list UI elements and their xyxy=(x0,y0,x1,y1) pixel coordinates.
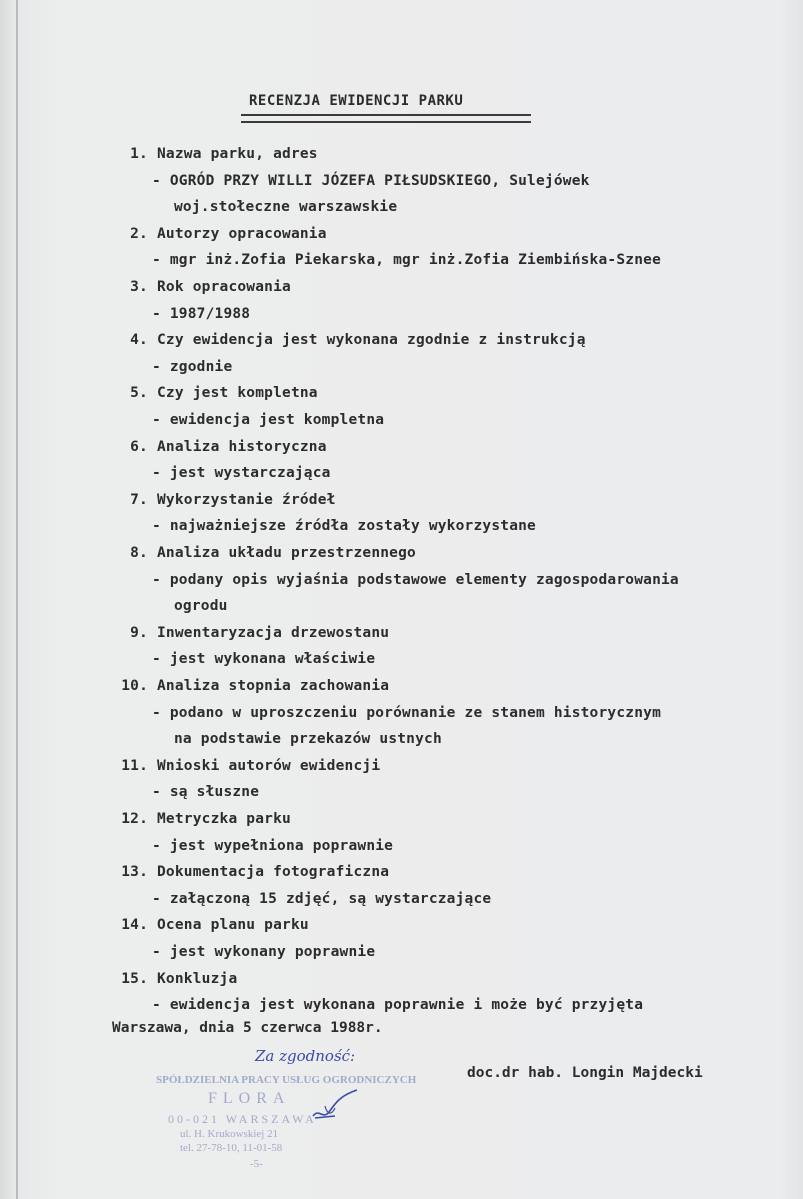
item-question: Dokumentacja fotograficzna xyxy=(157,864,390,881)
item-answer: - załączoną 15 zdjęć, są wystarczające xyxy=(152,890,492,907)
item-number: 7. xyxy=(130,491,148,508)
item-answer: ogrodu xyxy=(174,598,228,615)
item-question: Czy ewidencja jest wykonana zgodnie z instrukcją xyxy=(157,332,586,349)
item-number: 3. xyxy=(130,279,148,295)
item-question: Analiza historyczna xyxy=(157,438,327,455)
item-answer: - jest wystarczająca xyxy=(152,465,331,482)
item-answer: - podany opis wyjaśnia podstawowe elementy zagospodarowania xyxy=(152,571,679,588)
title-underline xyxy=(241,114,531,123)
item-question: Wnioski autorów ewidencji xyxy=(157,757,381,774)
item-answer: - mgr inż.Zofia Piekarska, mgr inż.Zofia Ziembińska-Sznee xyxy=(152,252,661,269)
item-answer: - jest wypełniona poprawnie xyxy=(152,837,394,854)
item-number: 6. xyxy=(130,438,148,455)
item-answer: woj.stołeczne warszawskie xyxy=(174,199,398,216)
item-question: Inwentaryzacja drzewostanu xyxy=(157,624,390,641)
stamp-line-5: tel. 27-78-10, 11-01-58 xyxy=(180,1142,283,1154)
binding-edge xyxy=(16,0,18,1199)
handwritten-signature-mark xyxy=(305,1086,365,1126)
item-number: 14. xyxy=(121,917,148,934)
item-answer: - najważniejsze źródła zostały wykorzystane xyxy=(152,518,536,535)
item-question: Analiza układu przestrzennego xyxy=(157,545,416,561)
item-question: Autorzy opracowania xyxy=(157,225,327,242)
stamp-line-6: -5- xyxy=(250,1158,263,1170)
item-answer: - OGRÓD PRZY WILLI JÓZEFA PIŁSUDSKIEGO, Sulejówek xyxy=(152,172,590,189)
item-question: Rok opracowania xyxy=(157,279,291,295)
item-number: 5. xyxy=(130,385,148,402)
stamp-line-3: 00-021 WARSZAWA xyxy=(168,1112,317,1126)
item-question: Nazwa parku, adres xyxy=(157,146,318,162)
item-question: Ocena planu parku xyxy=(157,917,309,934)
item-question: Czy jest kompletna xyxy=(157,385,318,402)
item-question: Wykorzystanie źródeł xyxy=(157,491,336,508)
item-answer: - ewidencja jest kompletna xyxy=(152,412,385,428)
item-question: Metryczka parku xyxy=(157,811,291,827)
item-answer: - zgodnie xyxy=(152,358,233,375)
reviewer-name: doc.dr hab. Longin Majdecki xyxy=(467,1065,703,1081)
handwritten-certification: Za zgodność: xyxy=(255,1047,356,1065)
item-number: 12. xyxy=(121,811,148,827)
stamp-line-1: SPÓŁDZIELNIA PRACY USŁUG OGRODNICZYCH xyxy=(156,1074,417,1086)
item-number: 2. xyxy=(130,225,148,242)
stamp-line-4: ul. H. Krukowskiej 21 xyxy=(180,1128,279,1140)
place-and-date: Warszawa, dnia 5 czerwca 1988r. xyxy=(112,1020,383,1036)
item-number: 10. xyxy=(121,678,148,694)
item-question: Konkluzja xyxy=(157,970,238,987)
item-answer: - ewidencja jest wykonana poprawnie i może być przyjęta xyxy=(152,997,644,1014)
item-number: 8. xyxy=(130,545,148,561)
item-number: 15. xyxy=(121,970,148,987)
item-question: Analiza stopnia zachowania xyxy=(157,678,390,694)
item-answer: - jest wykonana właściwie xyxy=(152,651,376,668)
item-answer: na podstawie przekazów ustnych xyxy=(174,731,442,748)
item-number: 13. xyxy=(121,864,148,881)
item-answer: - jest wykonany poprawnie xyxy=(152,944,376,960)
item-answer: - 1987/1988 xyxy=(152,305,251,322)
item-answer: - są słuszne xyxy=(152,784,260,801)
item-number: 11. xyxy=(121,757,148,774)
document-title: RECENZJA EWIDENCJI PARKU xyxy=(249,93,464,109)
stamp-line-2: FLORA xyxy=(208,1090,291,1107)
item-answer: - podano w uproszczeniu porównanie ze stanem historycznym xyxy=(152,704,661,721)
item-number: 4. xyxy=(130,332,148,349)
item-number: 1. xyxy=(130,146,148,162)
item-number: 9. xyxy=(130,624,148,641)
